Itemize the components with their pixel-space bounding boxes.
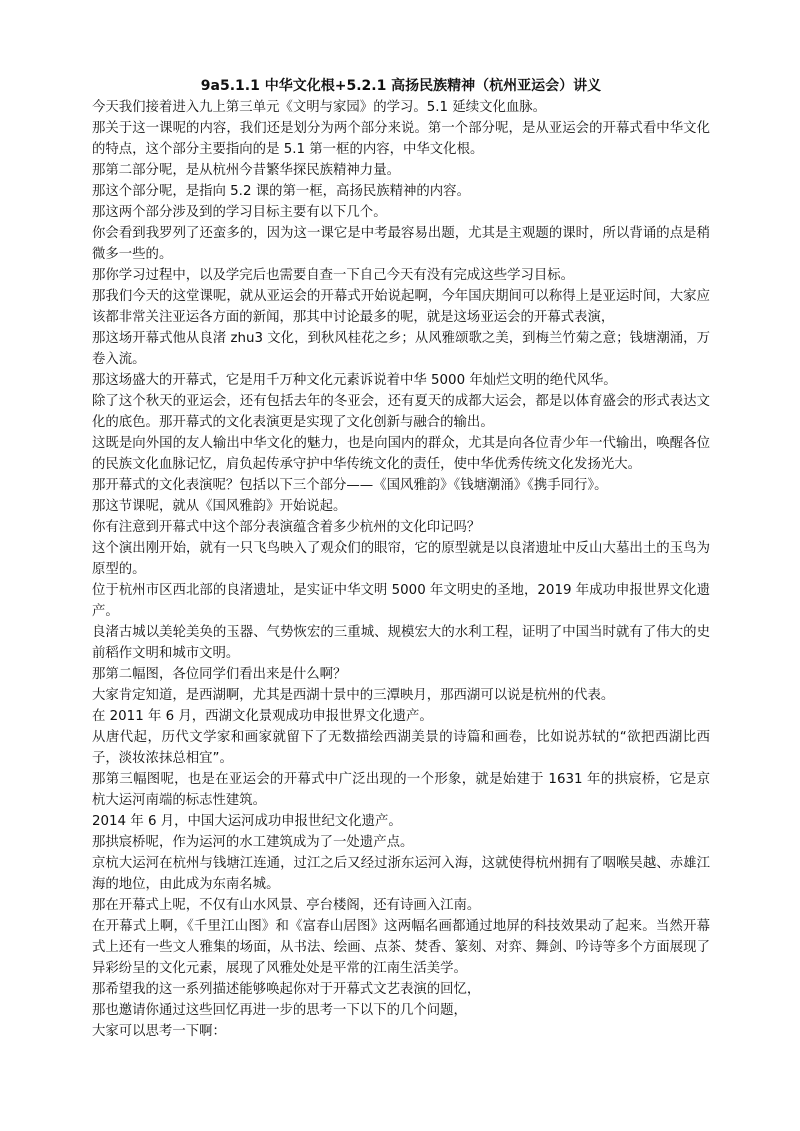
paragraph: 位于杭州市区西北部的良渚遗址，是实证中华文明 5000 年文明史的圣地，2019 年成功申报世界文化遗产。 [92, 583, 710, 619]
paragraph: 你会看到我罗列了还蛮多的，因为这一课它是中考最容易出题，尤其是主观题的课时，所以背诵的点是稍微多一些的。 [92, 226, 710, 262]
paragraph: 在开幕式上啊，《千里江山图》和《富春山居图》这两幅名画都通过地屏的科技效果动了起来。当然开幕式上还有一些文人雅集的场面，从书法、绘画、点茶、焚香、篆刻、对弈、舞剑、吟诗等多个方面展现了异彩纷呈的文化元素，展现了风雅处处是平常的江南生活美学。 [92, 919, 710, 976]
paragraph: 大家可以思考一下啊： [92, 1024, 226, 1039]
paragraph: 那我们今天的这堂课呢，就从亚运会的开幕式开始说起啊，今年国庆期间可以称得上是亚运时间，大家应该都非常关注亚运各方面的新闻，那其中讨论最多的呢，就是这场亚运会的开幕式表演， [92, 289, 710, 325]
paragraph: 那这个部分呢，是指向 5.2 课的第一框，高扬民族精神的内容。 [92, 184, 470, 199]
paragraph: 大家肯定知道，是西湖啊，尤其是西湖十景中的三潭映月，那西湖可以说是杭州的代表。 [92, 688, 615, 703]
paragraph: 2014 年 6 月，中国大运河成功申报世纪文化遗产。 [92, 814, 402, 829]
paragraph: 那在开幕式上呢，不仅有山水风景、亭台楼阁，还有诗画入江南。 [92, 898, 481, 913]
paragraph: 这个演出刚开始，就有一只飞鸟映入了观众们的眼帘，它的原型就是以良渚遗址中反山大墓出土的玉鸟为原型的。 [92, 541, 710, 577]
paragraph: 那这节课呢，就从《国风雅韵》开始说起。 [92, 499, 347, 514]
document-page [92, 76, 710, 1042]
paragraph: 你有注意到开幕式中这个部分表演蕴含着多少杭州的文化印记吗？ [92, 520, 481, 535]
paragraph: 那希望我的这一系列描述能够唤起你对于开幕式文艺表演的回忆， [92, 982, 481, 997]
paragraph: 那关于这一课呢的内容，我们还是划分为两个部分来说。第一个部分呢，是从亚运会的开幕式看中华文化的特点，这个部分主要指向的是 5.1 第一框的内容，中华文化根。 [92, 121, 710, 157]
paragraph: 除了这个秋天的亚运会，还有包括去年的冬亚会，还有夏天的成都大运会，都是以体育盛会的形式表达文化的底色。那开幕式的文化表演更是实现了文化创新与融合的输出。 [92, 394, 710, 430]
paragraph: 那开幕式的文化表演呢？包括以下三个部分——《国风雅韵》《钱塘潮涌》《携手同行》。 [92, 478, 608, 493]
paragraph: 那你学习过程中，以及学完后也需要自查一下自己今天有没有完成这些学习目标。 [92, 268, 575, 283]
document-title: 9a5.1.1 中华文化根+5.2.1 高扬民族精神（杭州亚运会）讲义 [200, 78, 602, 94]
paragraph: 这既是向外国的友人输出中华文化的魅力，也是向国内的群众，尤其是向各位青少年一代输出，唤醒各位的民族文化血脉记忆，肩负起传承守护中华传统文化的责任，使中华优秀传统文化发扬光大。 [92, 436, 710, 472]
paragraph: 那第三幅图呢，也是在亚运会的开幕式中广泛出现的一个形象，就是始建于 1631 年的拱宸桥，它是京杭大运河南端的标志性建筑。 [92, 772, 710, 808]
paragraph: 京杭大运河在杭州与钱塘江连通，过江之后又经过浙东运河入海，这就使得杭州拥有了咽喉吴越、赤雄江海的地位，由此成为东南名城。 [92, 856, 710, 892]
paragraph: 那第二部分呢，是从杭州今昔繁华探民族精神力量。 [92, 163, 400, 178]
paragraph: 那第二幅图，各位同学们看出来是什么啊？ [92, 667, 347, 682]
paragraph: 在 2011 年 6 月，西湖文化景观成功申报世界文化遗产。 [92, 709, 433, 724]
paragraph: 良渚古城以美轮美奂的玉器、气势恢宏的三重城、规模宏大的水利工程，证明了中国当时就有了伟大的史前稻作文明和城市文明。 [92, 625, 710, 661]
paragraph: 那这场盛大的开幕式，它是用千万种文化元素诉说着中华 5000 年灿烂文明的绝代风华。 [92, 373, 617, 388]
paragraph: 从唐代起，历代文学家和画家就留下了无数描绘西湖美景的诗篇和画卷，比如说苏轼的“欲把西湖比西子，淡妆浓抹总相宜”。 [92, 730, 710, 766]
paragraph: 今天我们接着进入九上第三单元《文明与家园》的学习。5.1 延续文化血脉。 [92, 100, 547, 115]
paragraph: 那这场开幕式他从良渚 zhu3 文化，到秋风桂花之乡；从风雅颂歌之美，到梅兰竹菊之意；钱塘潮涌，万卷入流。 [92, 331, 710, 367]
paragraph: 那拱宸桥呢，作为运河的水工建筑成为了一处遗产点。 [92, 835, 414, 850]
paragraph: 那也邀请你通过这些回忆再进一步的思考一下以下的几个问题， [92, 1003, 467, 1018]
paragraph: 那这两个部分涉及到的学习目标主要有以下几个。 [92, 205, 387, 220]
